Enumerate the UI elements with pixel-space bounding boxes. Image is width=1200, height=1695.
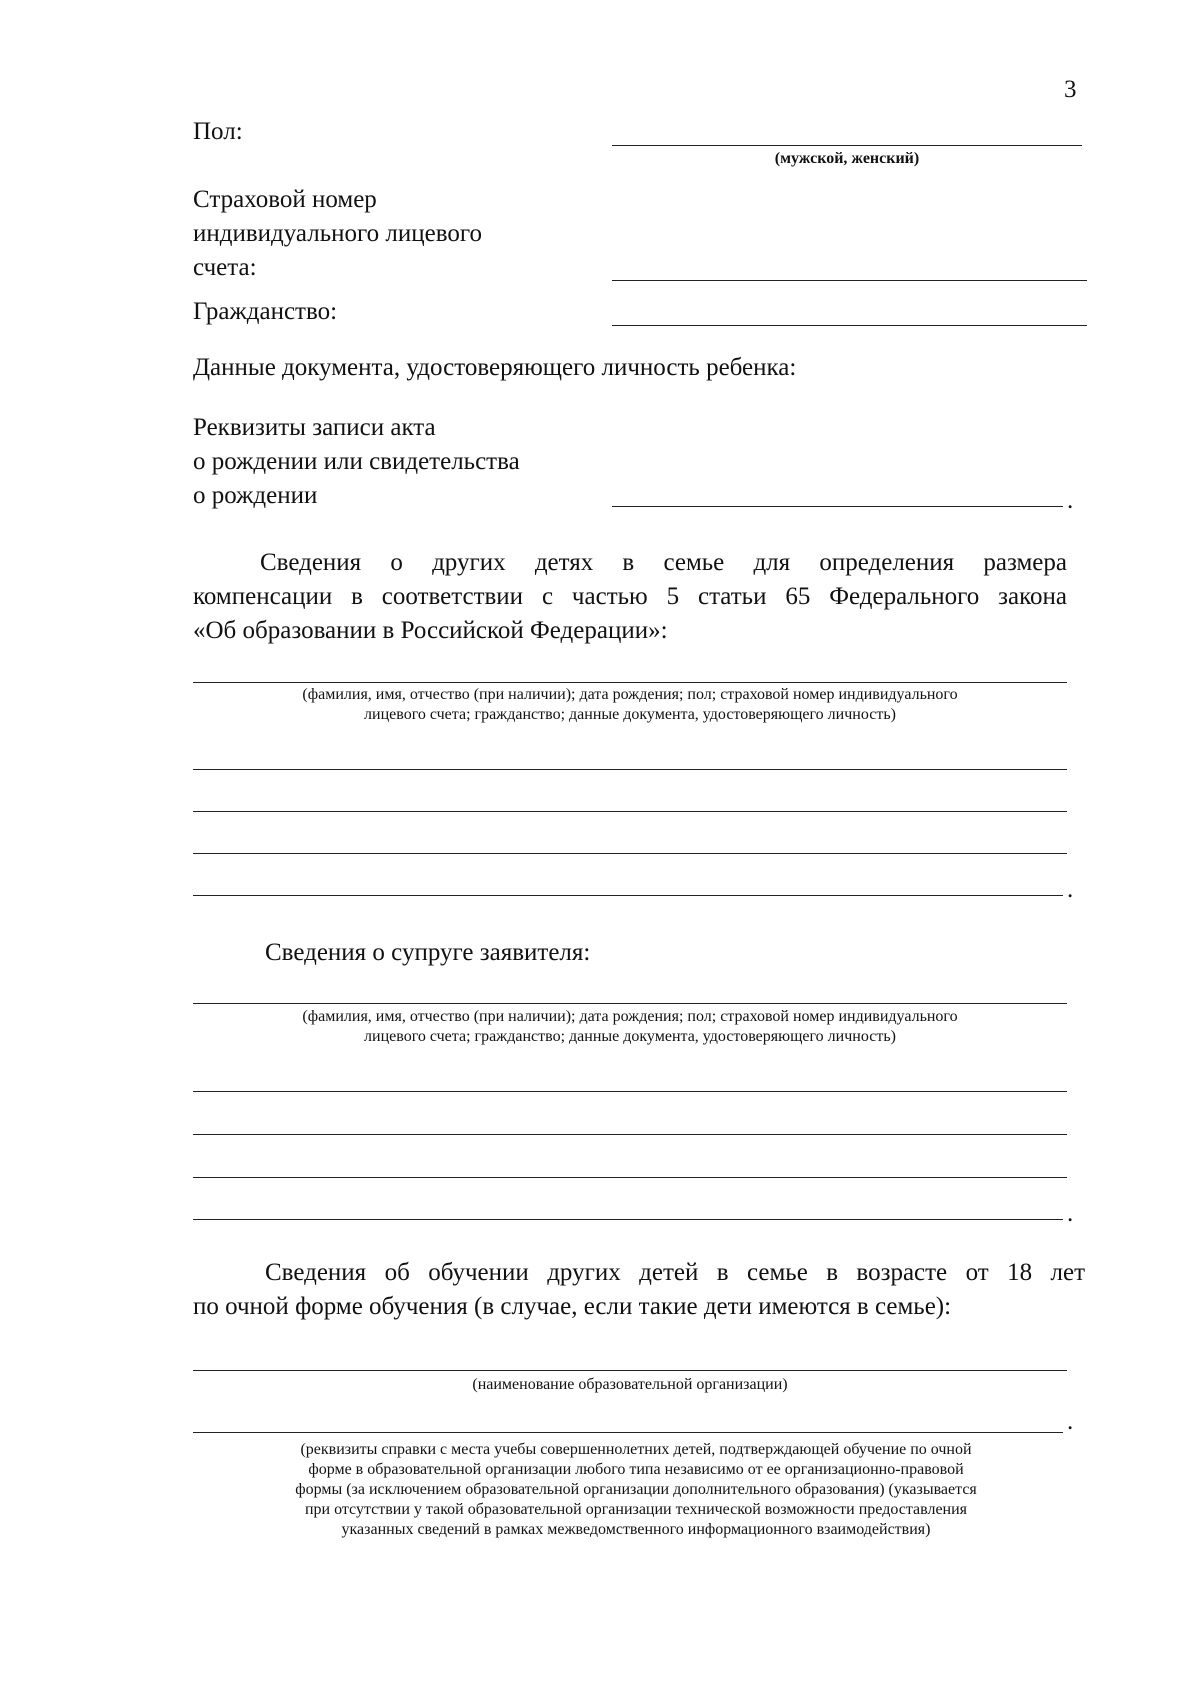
education-cert-hint-line5: указанных сведений в рамках межведомственного информационного взаимодействия) [341,1521,931,1538]
education-cert-hint-line3: формы (за исключением образовательной организации дополнительного образования) (указывается [295,1481,977,1498]
spouse-period: . [1067,1200,1074,1227]
page-number: 3 [1064,76,1077,103]
other-children-heading-line3: «Об образовании в Российской Федерации»: [193,617,668,644]
spouse-heading: Сведения о супруге заявителя: [265,939,591,966]
spouse-hint-line1: (фамилия, имя, отчество (при наличии); дата рождения; пол; страховой номер индивидуального [302,1008,958,1025]
education-cert-hint-line1: (реквизиты справки с места учебы совершеннолетних детей, подтверждающей обучение по очной [300,1441,972,1458]
other-children-extra-line[interactable] [193,895,1063,896]
education-org-input-line[interactable] [193,1370,1067,1371]
birth-record-input-line[interactable] [612,506,1063,507]
identity-doc-label: Данные документа, удостоверяющего личность ребенка: [193,354,797,381]
spouse-hint-line2: лицевого счета; гражданство; данные документа, удостоверяющего личность) [364,1028,896,1045]
other-children-extra-line[interactable] [193,853,1067,854]
birth-record-label-line2: о рождении или свидетельства [193,448,520,475]
birth-record-label-line3: о рождении [193,482,318,509]
birth-record-label-line1: Реквизиты записи акта [193,414,436,441]
other-children-extra-line[interactable] [193,769,1067,770]
other-children-heading-line1: Сведения о других детях в семье для определения размера [260,549,1067,576]
other-children-hint-line2: лицевого счета; гражданство; данные документа, удостоверяющего личность) [364,706,896,723]
other-children-heading-line2: компенсации в соответствии с частью 5 статьи 65 Федерального закона [193,583,1067,610]
spouse-extra-line[interactable] [193,1177,1067,1178]
citizenship-label: Гражданство: [193,298,338,325]
education-period: . [1067,1408,1074,1435]
sex-hint: (мужской, женский) [774,150,920,167]
education-cert-input-line[interactable] [193,1432,1063,1433]
spouse-extra-line[interactable] [193,1134,1067,1135]
snils-label-line1: Страховой номер [193,186,377,213]
other-children-input-line[interactable] [193,682,1067,683]
education-cert-hint-line2: форме в образовательной организации любого типа независимо от ее организационно-правовой [308,1461,964,1478]
spouse-extra-line[interactable] [193,1219,1063,1220]
other-children-extra-line[interactable] [193,811,1067,812]
birth-record-period: . [1067,487,1074,514]
sex-label: Пол: [193,118,243,145]
sex-input-line[interactable] [612,145,1082,146]
education-heading-line1: Сведения об обучении других детей в семье в возрасте от 18 лет [265,1259,1085,1286]
snils-label-line3: счета: [193,254,257,281]
snils-label-line2: индивидуального лицевого [193,220,482,247]
other-children-period: . [1067,876,1074,903]
other-children-hint-line1: (фамилия, имя, отчество (при наличии); дата рождения; пол; страховой номер индивидуального [302,686,958,703]
snils-input-line[interactable] [612,280,1087,281]
citizenship-input-line[interactable] [612,325,1087,326]
education-heading-line2: по очной форме обучения (в случае, если такие дети имеются в семье): [193,1293,952,1320]
spouse-extra-line[interactable] [193,1091,1067,1092]
spouse-input-line[interactable] [193,1003,1067,1004]
education-org-hint: (наименование образовательной организации) [472,1376,788,1393]
education-cert-hint-line4: при отсутствии у такой образовательной организации технической возможности предоставления [304,1501,968,1518]
